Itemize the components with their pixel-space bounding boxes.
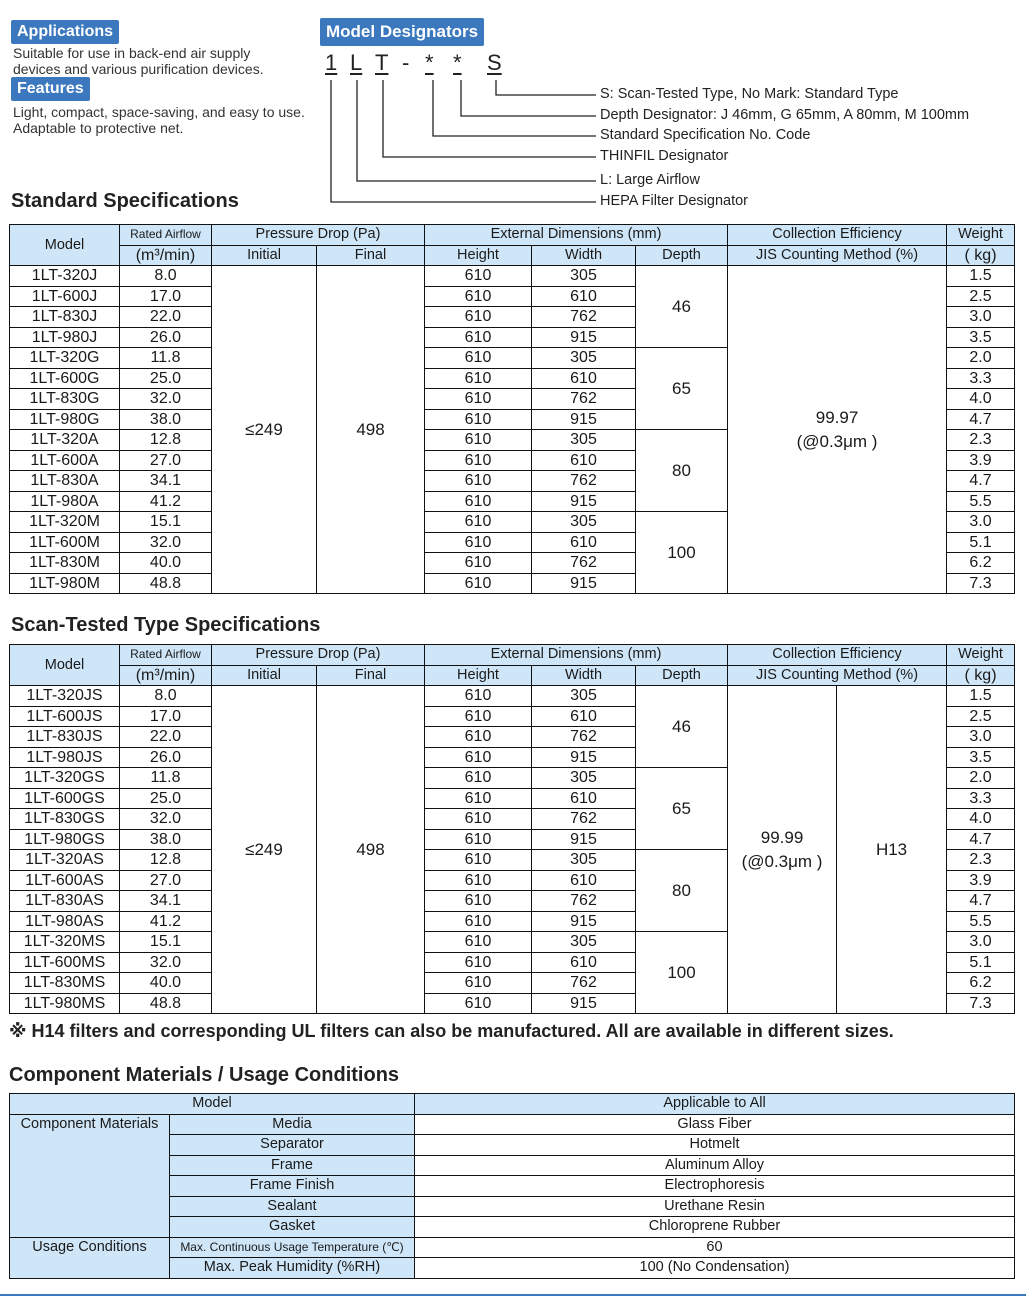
designator-char: S (487, 50, 502, 75)
cell-weight: 3.5 (947, 747, 1015, 768)
mat-component-label: Component Materials (10, 1114, 170, 1237)
designator-char: T (375, 50, 389, 75)
table-row (10, 686, 1015, 707)
cell-airflow: 27.0 (120, 870, 212, 891)
cell-width: 305 (532, 348, 636, 369)
cell-grade: H13 (837, 686, 947, 1014)
cell-width: 915 (532, 829, 636, 850)
efficiency-note: (@0.3μm ) (741, 851, 823, 871)
col-depth: Depth (636, 665, 728, 686)
cell-depth: 100 (636, 512, 728, 594)
cell-airflow: 15.1 (120, 932, 212, 953)
cell-airflow: 48.8 (120, 993, 212, 1014)
mat-item-value: Electrophoresis (415, 1176, 1015, 1197)
cell-weight: 2.0 (947, 348, 1015, 369)
cell-model: 1LT-600M (10, 532, 120, 553)
cell-airflow: 25.0 (120, 368, 212, 389)
cell-airflow: 17.0 (120, 706, 212, 727)
cell-height: 610 (425, 911, 532, 932)
col-external-dimensions: External Dimensions (mm) (425, 225, 728, 246)
designator-line-spec-code: Standard Specification No. Code (600, 127, 811, 143)
cell-weight: 3.0 (947, 932, 1015, 953)
mat-usage-name: Max. Peak Humidity (%RH) (170, 1258, 415, 1279)
mat-item-name: Media (170, 1114, 415, 1135)
cell-weight: 2.3 (947, 850, 1015, 871)
cell-height: 610 (425, 573, 532, 594)
cell-weight: 3.0 (947, 307, 1015, 328)
mat-item-value: Hotmelt (415, 1135, 1015, 1156)
cell-model: 1LT-600AS (10, 870, 120, 891)
mat-model-header: Model (10, 1094, 415, 1115)
cell-width: 305 (532, 266, 636, 287)
col-weight: Weight (947, 645, 1015, 666)
mat-usage-value: 60 (415, 1237, 1015, 1258)
mat-item-name: Frame (170, 1155, 415, 1176)
cell-height: 610 (425, 307, 532, 328)
cell-model: 1LT-600MS (10, 952, 120, 973)
cell-depth: 65 (636, 768, 728, 850)
table-row (10, 266, 1015, 287)
cell-height: 610 (425, 993, 532, 1014)
designator-char: * (453, 50, 462, 75)
cell-model: 1LT-320AS (10, 850, 120, 871)
cell-width: 305 (532, 768, 636, 789)
cell-width: 610 (532, 952, 636, 973)
cell-model: 1LT-320G (10, 348, 120, 369)
cell-width: 610 (532, 286, 636, 307)
standard-spec-title: Standard Specifications (11, 190, 239, 212)
cell-airflow: 32.0 (120, 389, 212, 410)
cell-model: 1LT-980JS (10, 747, 120, 768)
cell-height: 610 (425, 727, 532, 748)
scan-spec-title: Scan-Tested Type Specifications (11, 614, 321, 636)
cell-height: 610 (425, 747, 532, 768)
cell-model: 1LT-320M (10, 512, 120, 533)
mat-item-name: Frame Finish (170, 1176, 415, 1197)
col-weight: Weight (947, 225, 1015, 246)
cell-weight: 4.7 (947, 471, 1015, 492)
cell-model: 1LT-980M (10, 573, 120, 594)
cell-weight: 5.1 (947, 532, 1015, 553)
cell-width: 762 (532, 389, 636, 410)
cell-depth: 100 (636, 932, 728, 1014)
designator-line-scan: S: Scan-Tested Type, No Mark: Standard Type (600, 86, 899, 102)
cell-width: 610 (532, 368, 636, 389)
cell-efficiency (728, 266, 947, 594)
col-rated-airflow: Rated Airflow (120, 225, 212, 246)
col-rated-airflow: Rated Airflow (120, 645, 212, 666)
cell-height: 610 (425, 809, 532, 830)
cell-weight: 1.5 (947, 686, 1015, 707)
cell-model: 1LT-600G (10, 368, 120, 389)
cell-weight: 2.3 (947, 430, 1015, 451)
cell-model: 1LT-830J (10, 307, 120, 328)
col-jis-method: JIS Counting Method (%) (728, 665, 947, 686)
mat-item-value: Glass Fiber (415, 1114, 1015, 1135)
cell-height: 610 (425, 368, 532, 389)
cell-model: 1LT-320GS (10, 768, 120, 789)
col-width: Width (532, 665, 636, 686)
footer-rule (0, 1294, 1026, 1296)
mat-item-value: Urethane Resin (415, 1196, 1015, 1217)
cell-model: 1LT-980MS (10, 993, 120, 1014)
cell-width: 762 (532, 973, 636, 994)
cell-height: 610 (425, 430, 532, 451)
mat-usage-label: Usage Conditions (10, 1237, 170, 1278)
cell-airflow: 40.0 (120, 973, 212, 994)
cell-airflow: 32.0 (120, 532, 212, 553)
cell-weight: 7.3 (947, 573, 1015, 594)
materials-title: Component Materials / Usage Conditions (9, 1064, 400, 1086)
cell-depth: 46 (636, 266, 728, 348)
header-row (10, 645, 1015, 666)
cell-model: 1LT-320A (10, 430, 120, 451)
table-row (10, 1237, 1015, 1258)
cell-airflow: 38.0 (120, 829, 212, 850)
cell-weight: 2.5 (947, 706, 1015, 727)
cell-height: 610 (425, 409, 532, 430)
cell-model: 1LT-980A (10, 491, 120, 512)
cell-final-pressure: 498 (317, 686, 425, 1014)
cell-weight: 6.2 (947, 553, 1015, 574)
cell-height: 610 (425, 870, 532, 891)
designator-char: * (425, 50, 434, 75)
cell-airflow: 17.0 (120, 286, 212, 307)
mat-item-name: Gasket (170, 1217, 415, 1238)
cell-airflow: 41.2 (120, 911, 212, 932)
cell-model: 1LT-980GS (10, 829, 120, 850)
col-width: Width (532, 245, 636, 266)
cell-model: 1LT-320MS (10, 932, 120, 953)
applications-text: Suitable for use in back-end air supply devices and various purification devices. (13, 45, 264, 77)
mat-usage-value: 100 (No Condensation) (415, 1258, 1015, 1279)
col-pressure-drop: Pressure Drop (Pa) (212, 645, 425, 666)
cell-model: 1LT-980AS (10, 911, 120, 932)
cell-airflow: 41.2 (120, 491, 212, 512)
cell-model: 1LT-600A (10, 450, 120, 471)
cell-width: 762 (532, 471, 636, 492)
cell-width: 762 (532, 891, 636, 912)
cell-model: 1LT-830MS (10, 973, 120, 994)
col-final: Final (317, 665, 425, 686)
cell-height: 610 (425, 850, 532, 871)
cell-depth: 80 (636, 850, 728, 932)
cell-model: 1LT-320J (10, 266, 120, 287)
cell-weight: 5.1 (947, 952, 1015, 973)
cell-height: 610 (425, 266, 532, 287)
designator-char: L (350, 50, 363, 75)
col-height: Height (425, 665, 532, 686)
cell-height: 610 (425, 491, 532, 512)
cell-width: 762 (532, 307, 636, 328)
cell-airflow: 11.8 (120, 348, 212, 369)
cell-initial-pressure: ≤249 (212, 686, 317, 1014)
cell-weight: 3.3 (947, 788, 1015, 809)
cell-model: 1LT-600J (10, 286, 120, 307)
cell-height: 610 (425, 952, 532, 973)
col-weight-unit: ( kg) (947, 665, 1015, 686)
cell-airflow: 48.8 (120, 573, 212, 594)
cell-model: 1LT-600JS (10, 706, 120, 727)
cell-weight: 3.9 (947, 450, 1015, 471)
col-collection-efficiency: Collection Efficiency (728, 645, 947, 666)
cell-model: 1LT-600GS (10, 788, 120, 809)
cell-initial-pressure: ≤249 (212, 266, 317, 594)
designator-line-hepa: HEPA Filter Designator (600, 193, 749, 209)
cell-airflow: 11.8 (120, 768, 212, 789)
cell-airflow: 22.0 (120, 307, 212, 328)
header-row (10, 1094, 1015, 1115)
col-initial: Initial (212, 665, 317, 686)
cell-weight: 3.0 (947, 727, 1015, 748)
cell-weight: 3.3 (947, 368, 1015, 389)
cell-depth: 46 (636, 686, 728, 768)
cell-final-pressure: 498 (317, 266, 425, 594)
cell-model: 1LT-830M (10, 553, 120, 574)
cell-width: 915 (532, 409, 636, 430)
cell-airflow: 8.0 (120, 266, 212, 287)
mat-item-name: Separator (170, 1135, 415, 1156)
cell-width: 915 (532, 747, 636, 768)
cell-height: 610 (425, 553, 532, 574)
cell-height: 610 (425, 348, 532, 369)
cell-model: 1LT-830A (10, 471, 120, 492)
mat-item-value: Chloroprene Rubber (415, 1217, 1015, 1238)
col-initial: Initial (212, 245, 317, 266)
col-final: Final (317, 245, 425, 266)
cell-airflow: 40.0 (120, 553, 212, 574)
cell-weight: 2.5 (947, 286, 1015, 307)
cell-width: 305 (532, 850, 636, 871)
cell-weight: 2.0 (947, 768, 1015, 789)
cell-height: 610 (425, 932, 532, 953)
cell-weight: 3.0 (947, 512, 1015, 533)
mat-item-name: Sealant (170, 1196, 415, 1217)
cell-weight: 1.5 (947, 266, 1015, 287)
header-row (10, 245, 1015, 266)
cell-width: 762 (532, 809, 636, 830)
cell-model: 1LT-830G (10, 389, 120, 410)
cell-width: 610 (532, 788, 636, 809)
cell-airflow: 12.8 (120, 430, 212, 451)
col-jis-method: JIS Counting Method (%) (728, 245, 947, 266)
col-airflow-unit: (m³/min) (120, 245, 212, 266)
col-depth: Depth (636, 245, 728, 266)
cell-model: 1LT-980G (10, 409, 120, 430)
cell-model: 1LT-830AS (10, 891, 120, 912)
cell-height: 610 (425, 788, 532, 809)
cell-depth: 65 (636, 348, 728, 430)
cell-width: 915 (532, 491, 636, 512)
cell-width: 762 (532, 727, 636, 748)
cell-airflow: 22.0 (120, 727, 212, 748)
materials-table (9, 1093, 1015, 1279)
cell-weight: 3.5 (947, 327, 1015, 348)
cell-weight: 4.7 (947, 891, 1015, 912)
cell-weight: 5.5 (947, 911, 1015, 932)
cell-width: 915 (532, 993, 636, 1014)
col-model: Model (10, 225, 120, 266)
cell-weight: 5.5 (947, 491, 1015, 512)
cell-airflow: 8.0 (120, 686, 212, 707)
cell-model: 1LT-830GS (10, 809, 120, 830)
features-text: Light, compact, space-saving, and easy to use. Adaptable to protective net. (13, 104, 305, 136)
cell-efficiency (728, 686, 837, 1014)
cell-width: 915 (532, 327, 636, 348)
cell-airflow: 34.1 (120, 891, 212, 912)
col-model: Model (10, 645, 120, 686)
cell-width: 610 (532, 706, 636, 727)
applications-heading: Applications (11, 20, 119, 44)
scan-spec-table (9, 644, 1015, 1014)
header-row (10, 665, 1015, 686)
mat-applicable-header: Applicable to All (415, 1094, 1015, 1115)
cell-height: 610 (425, 891, 532, 912)
cell-width: 915 (532, 573, 636, 594)
cell-weight: 7.3 (947, 993, 1015, 1014)
cell-height: 610 (425, 686, 532, 707)
efficiency-value: 99.99 (760, 827, 804, 847)
cell-width: 610 (532, 532, 636, 553)
cell-height: 610 (425, 389, 532, 410)
mat-usage-name: Max. Continuous Usage Temperature (℃) (170, 1237, 415, 1258)
col-external-dimensions: External Dimensions (mm) (425, 645, 728, 666)
standard-spec-table (9, 224, 1015, 594)
cell-airflow: 26.0 (120, 327, 212, 348)
cell-height: 610 (425, 768, 532, 789)
table-row (10, 1114, 1015, 1135)
cell-width: 610 (532, 450, 636, 471)
cell-depth: 80 (636, 430, 728, 512)
features-heading: Features (11, 77, 90, 101)
model-designators-heading: Model Designators (320, 18, 484, 46)
cell-airflow: 25.0 (120, 788, 212, 809)
col-weight-unit: ( kg) (947, 245, 1015, 266)
cell-height: 610 (425, 532, 532, 553)
cell-airflow: 26.0 (120, 747, 212, 768)
header-row (10, 225, 1015, 246)
cell-width: 762 (532, 553, 636, 574)
cell-height: 610 (425, 706, 532, 727)
cell-height: 610 (425, 973, 532, 994)
efficiency-value: 99.97 (815, 407, 859, 427)
designator-line-depth: Depth Designator: J 46mm, G 65mm, A 80mm, M 100mm (600, 107, 970, 123)
cell-width: 305 (532, 686, 636, 707)
cell-airflow: 12.8 (120, 850, 212, 871)
cell-height: 610 (425, 286, 532, 307)
cell-airflow: 32.0 (120, 809, 212, 830)
efficiency-note: (@0.3μm ) (796, 431, 878, 451)
cell-width: 305 (532, 932, 636, 953)
designator-line-thinfil: THINFIL Designator (600, 148, 729, 164)
cell-model: 1LT-980J (10, 327, 120, 348)
col-pressure-drop: Pressure Drop (Pa) (212, 225, 425, 246)
cell-weight: 4.7 (947, 409, 1015, 430)
cell-model: 1LT-320JS (10, 686, 120, 707)
designator-line-large-airflow: L: Large Airflow (600, 172, 700, 188)
cell-weight: 3.9 (947, 870, 1015, 891)
cell-airflow: 38.0 (120, 409, 212, 430)
cell-airflow: 27.0 (120, 450, 212, 471)
cell-weight: 4.0 (947, 389, 1015, 410)
cell-weight: 4.7 (947, 829, 1015, 850)
cell-weight: 6.2 (947, 973, 1015, 994)
cell-height: 610 (425, 829, 532, 850)
cell-width: 305 (532, 430, 636, 451)
cell-height: 610 (425, 327, 532, 348)
col-collection-efficiency: Collection Efficiency (728, 225, 947, 246)
cell-model: 1LT-830JS (10, 727, 120, 748)
cell-height: 610 (425, 450, 532, 471)
h14-note: ※ H14 filters and corresponding UL filters can also be manufactured. All are available in different sizes. (9, 1021, 894, 1041)
designator-char: 1 (325, 50, 338, 75)
cell-height: 610 (425, 512, 532, 533)
cell-airflow: 32.0 (120, 952, 212, 973)
cell-width: 305 (532, 512, 636, 533)
col-height: Height (425, 245, 532, 266)
cell-airflow: 34.1 (120, 471, 212, 492)
cell-weight: 4.0 (947, 809, 1015, 830)
cell-width: 610 (532, 870, 636, 891)
cell-height: 610 (425, 471, 532, 492)
cell-airflow: 15.1 (120, 512, 212, 533)
mat-item-value: Aluminum Alloy (415, 1155, 1015, 1176)
cell-width: 915 (532, 911, 636, 932)
designator-char: - (402, 50, 410, 75)
col-airflow-unit: (m³/min) (120, 665, 212, 686)
